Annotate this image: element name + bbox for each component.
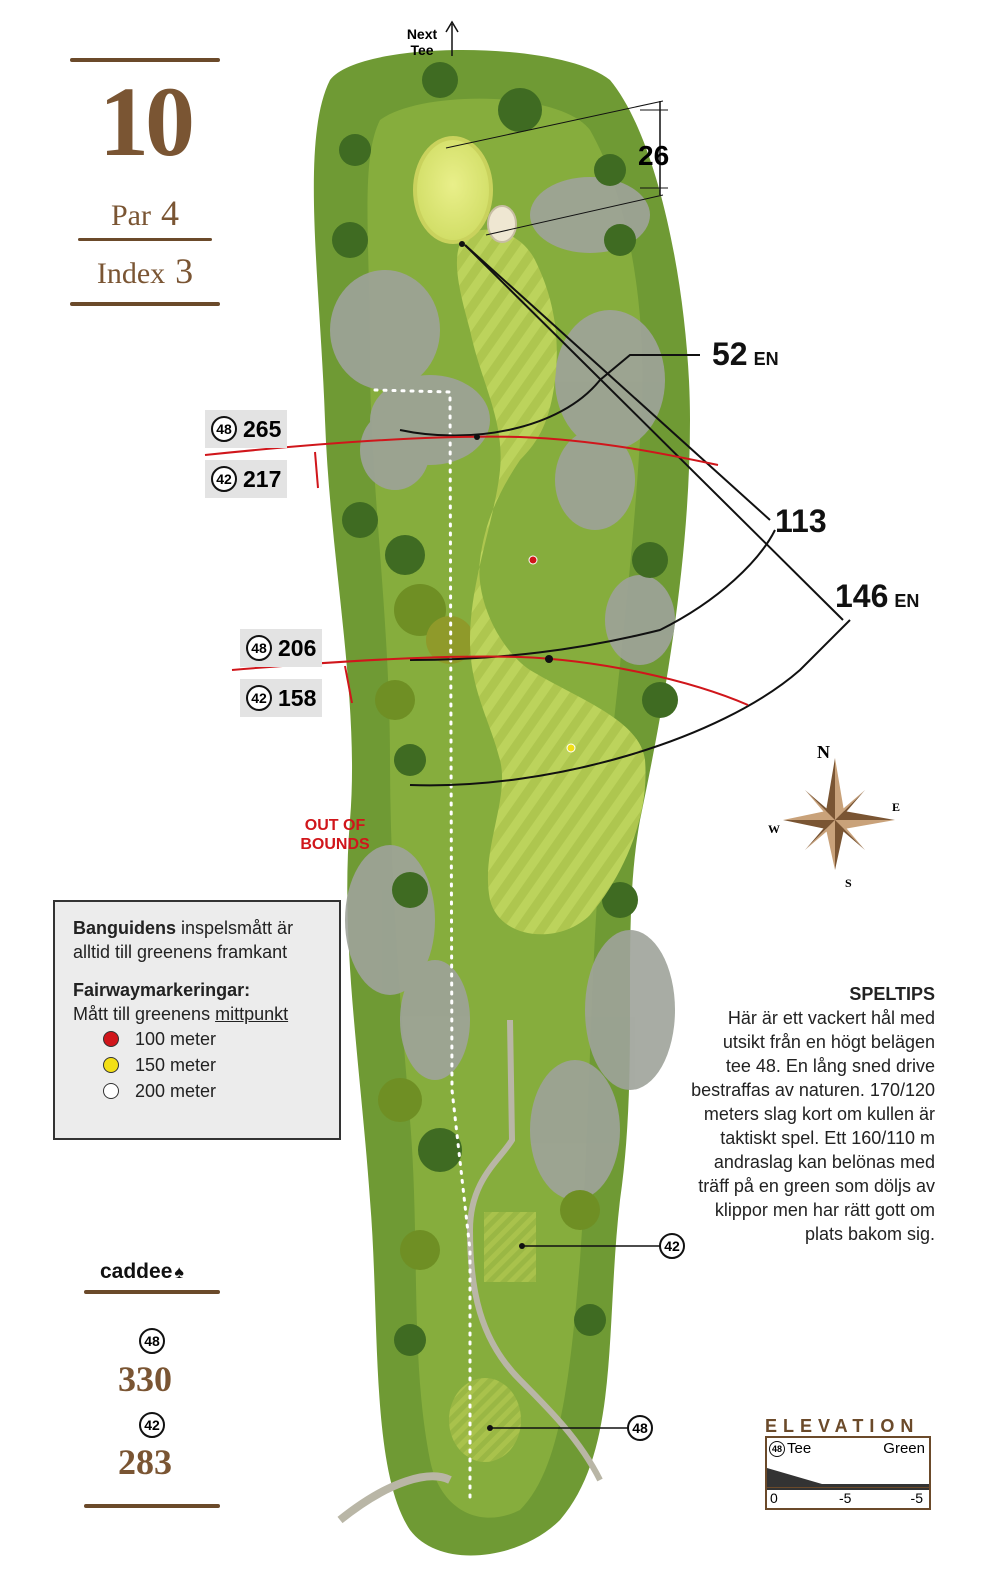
total-42: 283 <box>118 1442 172 1482</box>
tee-42-badge: 42 <box>139 1412 165 1438</box>
play-tips: SPELTIPS Här är ett vackert hål med utsikt från en högt belägen tee 48. En lång sned drive bestraffas av naturen. 170/120 meters slag kort om kullen är taktiskt spel. Ett 160/110 m andraslag kan belönas med träff på en green som döljs av klippor men har rätt gott om plats bakom sig. <box>655 982 935 1246</box>
elevation-green-label: Green <box>883 1440 925 1457</box>
totals-bottom-rule <box>84 1504 220 1508</box>
green-depth-label: 26 <box>638 140 670 171</box>
par-value: 4 <box>161 193 179 233</box>
tee-box-42 <box>484 1212 536 1282</box>
totals-top-rule <box>84 1290 220 1294</box>
elevation-end: -5 <box>910 1490 923 1506</box>
legend-marker-150: 150 meter <box>103 1052 321 1078</box>
tee-marker-42: 42 <box>659 1233 685 1259</box>
elevation-title: ELEVATION <box>765 1416 920 1436</box>
elevation-panel <box>765 1416 931 1510</box>
distance-box-upper-42: 42 217 <box>205 460 287 498</box>
arc-label-146: 146 EN <box>835 578 920 614</box>
elevation-tee-label: Tee <box>787 1440 812 1457</box>
legend-box: Banguidens inspelsmått är alltid till greenens framkant Fairwaymarkeringar: Mått till greenens mittpunkt 100 meter 150 meter 200 meter <box>53 900 341 1140</box>
distance-box-lower-42: 42 158 <box>240 679 322 717</box>
out-of-bounds-label: OUT OF BOUNDS <box>300 817 370 853</box>
legend-marker-100: 100 meter <box>103 1026 321 1052</box>
compass-w: W <box>768 822 780 836</box>
tee-box-48 <box>449 1378 521 1462</box>
tee-48-badge: 48 <box>246 635 272 661</box>
arc-label-113: 113 <box>775 503 827 539</box>
index-label: Index 3 <box>96 251 194 291</box>
compass-n: N <box>817 742 830 762</box>
bunker <box>488 206 516 242</box>
distance-box-upper-48: 48 265 <box>205 410 287 448</box>
compass-e: E <box>892 800 901 814</box>
tee-48-badge: 48 <box>769 1441 785 1457</box>
legend-marker-200: 200 meter <box>103 1078 321 1104</box>
tee-marker-48: 48 <box>627 1415 653 1441</box>
tips-heading: SPELTIPS <box>849 984 935 1004</box>
elevation-start: 0 <box>770 1490 778 1506</box>
total-48: 330 <box>118 1359 172 1399</box>
tee-42-badge: 42 <box>211 466 237 492</box>
golfer-icon: ♠ <box>174 1262 184 1282</box>
total-42-badge-wrap <box>139 1412 165 1438</box>
elevation-mid: -5 <box>839 1490 852 1506</box>
tee-42-badge: 42 <box>246 685 272 711</box>
green <box>415 138 491 242</box>
total-48-badge-wrap <box>139 1328 165 1354</box>
tee-48-badge: 48 <box>139 1328 165 1354</box>
compass-rose-icon <box>783 758 895 870</box>
par-label: Par 4 <box>111 193 179 233</box>
tee-48-badge: 48 <box>211 416 237 442</box>
distance-box-lower-48: 48 206 <box>240 629 322 667</box>
compass-s: S <box>845 876 852 890</box>
index-value: 3 <box>175 251 194 291</box>
caddee-logo: caddee ♠ <box>100 1260 184 1283</box>
arc-label-52: 52 EN <box>712 336 779 372</box>
hole-number: 10 <box>99 66 191 177</box>
next-tee-label: Next Tee <box>406 26 438 58</box>
